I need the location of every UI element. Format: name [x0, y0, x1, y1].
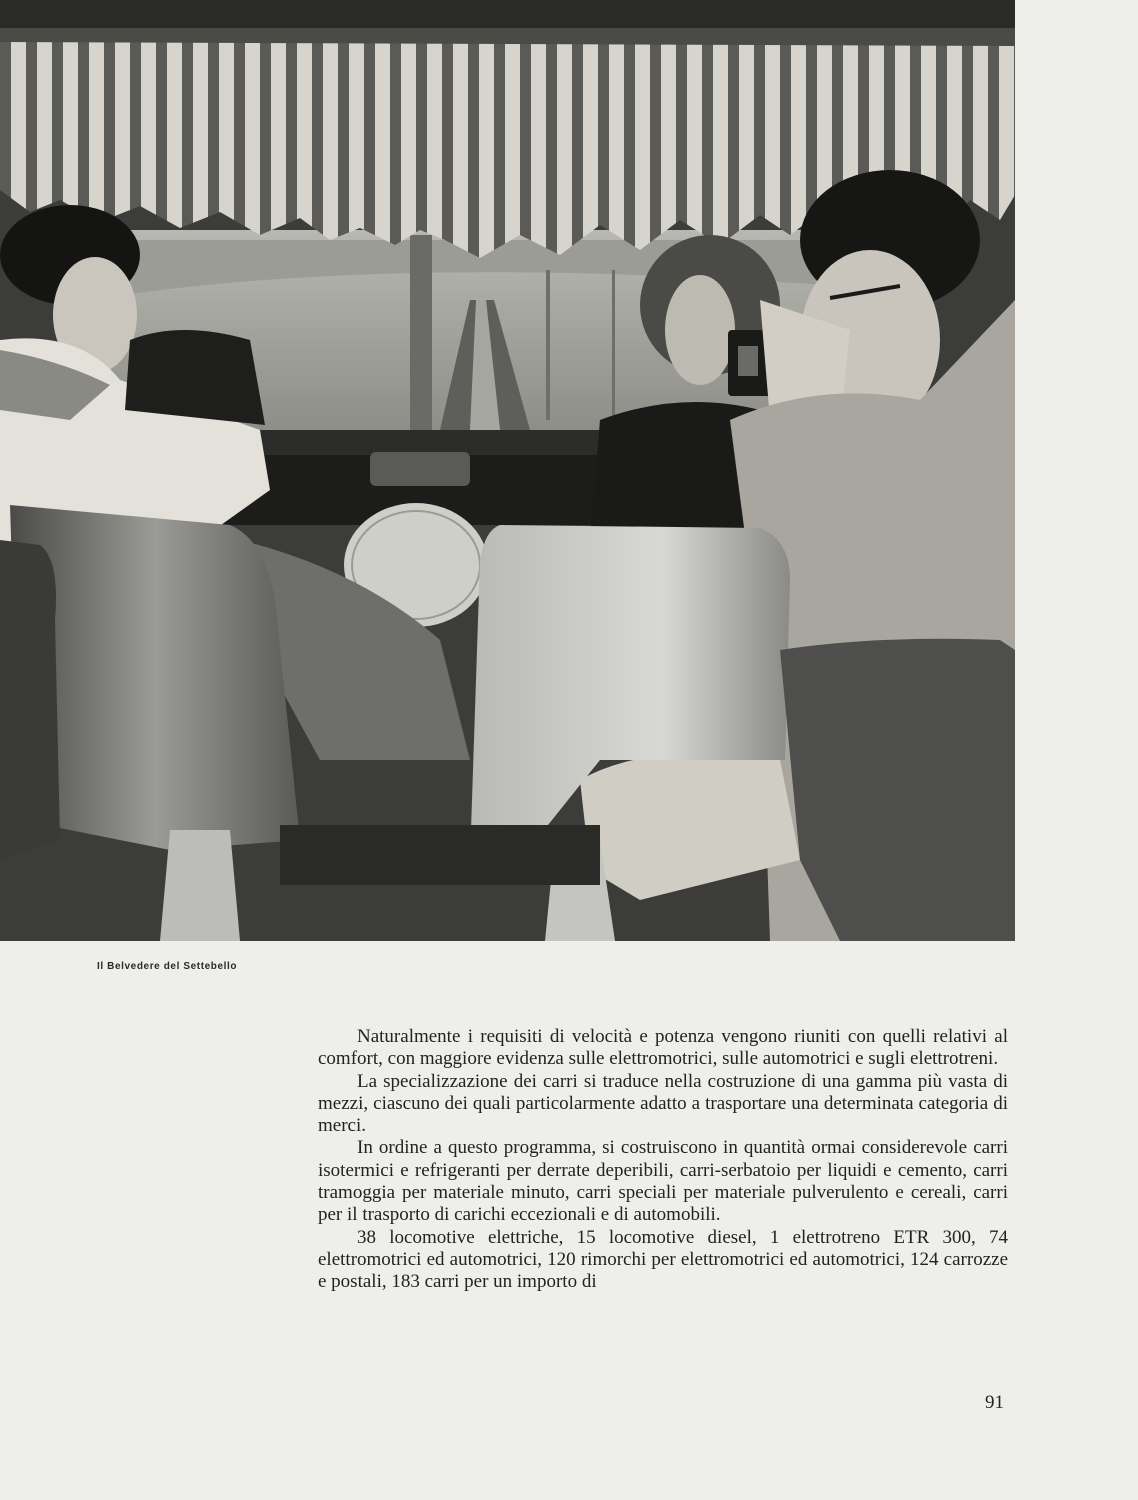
photo-caption: Il Belvedere del Settebello [97, 961, 238, 972]
paragraph-specialization: La specializzazione dei carri si traduce nella costruzione di una gamma più vasta di mezzi, ciascuno dei quali particolarmente adatto a trasportare una determinata categoria di merci. [318, 1070, 1008, 1137]
article-body [318, 1026, 1008, 1294]
handbag [125, 330, 265, 425]
paragraph-comfort: Naturalmente i requisiti di velocità e potenza vengono riuniti con quelli relativi al comfort, con maggiore evidenza sulle elettromotrici, sulle automotrici e sugli elettrotreni. [318, 1026, 1008, 1070]
paragraph-program: In ordine a questo programma, si costruiscono in quantità ormai considerevole carri isotermici e refrigeranti per derrate deperibili, carri-serbatoio per liquidi e cemento, carri tramoggia per materiale minuto, carri speciali per materiale pulverulento e cereali, carri per il trasporto di carichi eccezionali e di automobili. [318, 1137, 1008, 1226]
paragraph-rolling-stock: 38 locomotive elettriche, 15 locomotive diesel, 1 elettrotreno ETR 300, 74 elettromotrici ed automotrici, 120 rimorchi per elettromotrici ed automotrici, 124 carrozze e postali, 183 carri per un importo di [318, 1226, 1008, 1293]
cabin-floor [280, 825, 600, 885]
page-number: 91 [985, 1392, 1004, 1413]
